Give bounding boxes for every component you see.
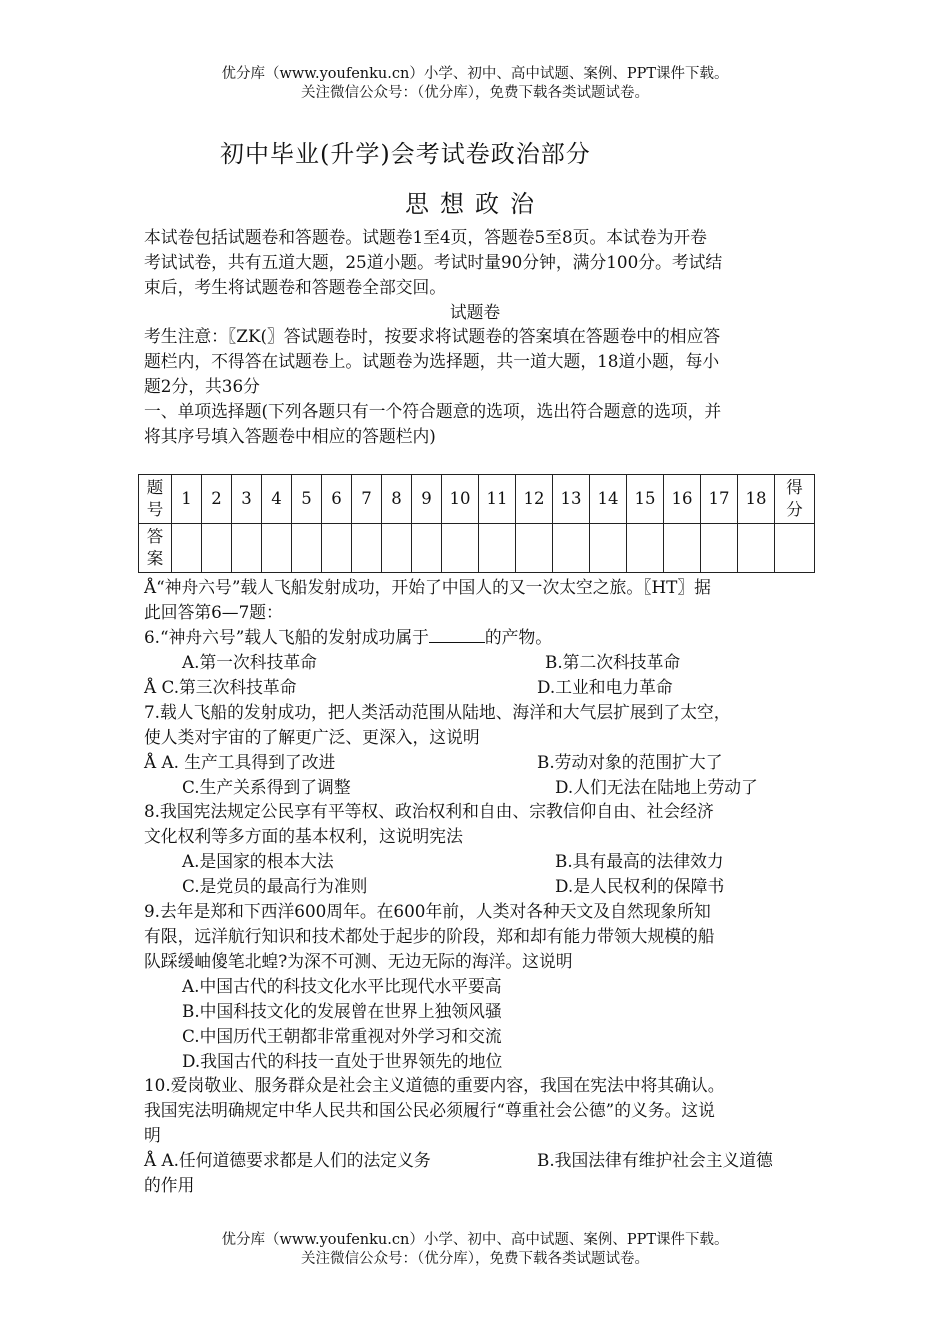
q10-stem-3: 明 bbox=[144, 1125, 161, 1145]
score-label: 得 分 bbox=[775, 475, 815, 524]
part1-line-2: 将其序号填入答题卷中相应的答题栏内) bbox=[144, 426, 436, 446]
answer-cell[interactable] bbox=[382, 524, 412, 573]
answer-cell[interactable] bbox=[442, 524, 479, 573]
answer-cell[interactable] bbox=[172, 524, 202, 573]
answer-table bbox=[138, 474, 815, 573]
answer-cell[interactable] bbox=[352, 524, 382, 573]
exam-subtitle: 思想政治 bbox=[405, 190, 545, 218]
answer-cell[interactable] bbox=[232, 524, 262, 573]
table-cell-number: 9 bbox=[412, 475, 442, 524]
q6-option-d: D.工业和电力革命 bbox=[537, 677, 673, 697]
q9-option-b: B.中国科技文化的发展曾在世界上独领风骚 bbox=[182, 1001, 502, 1021]
q6-option-b: B.第二次科技革命 bbox=[545, 652, 681, 672]
answer-cell[interactable] bbox=[664, 524, 701, 573]
table-cell-number: 7 bbox=[352, 475, 382, 524]
q8-stem-1: 8.我国宪法规定公民享有平等权、政治权利和自由、宗教信仰自由、社会经济 bbox=[144, 801, 714, 821]
table-cell-number: 6 bbox=[322, 475, 352, 524]
table-cell-number: 11 bbox=[479, 475, 516, 524]
table-cell-number: 5 bbox=[292, 475, 322, 524]
row-label-number: 题 号 bbox=[139, 475, 172, 524]
answer-cell[interactable] bbox=[553, 524, 590, 573]
table-cell-number: 18 bbox=[738, 475, 775, 524]
intro-line-3: 束后，考生将试题卷和答题卷全部交回。 bbox=[144, 277, 447, 297]
answer-cell[interactable] bbox=[701, 524, 738, 573]
table-cell-number: 15 bbox=[627, 475, 664, 524]
q9-stem-2: 有限，远洋航行知识和技术都处于起步的阶段，郑和却有能力带领大规模的船 bbox=[144, 926, 715, 946]
q10-stem-2: 我国宪法明确规定中华人民共和国公民必须履行“尊重社会公德”的义务。这说 bbox=[144, 1100, 715, 1120]
q8-stem-2: 文化权利等多方面的基本权利，这说明宪法 bbox=[144, 826, 463, 846]
table-cell-number: 10 bbox=[442, 475, 479, 524]
page-header-line1: 优分库（www.youfenku.cn）小学、初中、高中试题、案例、PPT课件下载。 bbox=[221, 66, 729, 82]
q9-stem-1: 9.去年是郑和下西洋600周年。在600年前，人类对各种天文及自然现象所知 bbox=[144, 901, 711, 921]
answer-cell[interactable] bbox=[202, 524, 232, 573]
q7-option-a: Å A. 生产工具得到了改进 bbox=[144, 752, 336, 772]
table-cell-number: 14 bbox=[590, 475, 627, 524]
answer-cell[interactable] bbox=[590, 524, 627, 573]
q10-option-b: B.我国法律有维护社会主义道德 bbox=[537, 1150, 773, 1170]
notice-line-2: 题栏内，不得答在试题卷上。试题卷为选择题，共一道大题，18道小题，每小 bbox=[144, 351, 720, 371]
q9-option-d: D.我国古代的科技一直处于世界领先的地位 bbox=[182, 1051, 503, 1071]
answer-cell[interactable] bbox=[516, 524, 553, 573]
q7-option-d: D.人们无法在陆地上劳动了 bbox=[555, 777, 758, 797]
notice-line-3: 题2分，共36分 bbox=[144, 376, 260, 396]
table-cell-number: 8 bbox=[382, 475, 412, 524]
q6-blank bbox=[429, 627, 485, 643]
part1-line-1: 一、单项选择题(下列各题只有一个符合题意的选项，选出符合题意的选项，并 bbox=[144, 401, 722, 421]
table-cell-number: 4 bbox=[262, 475, 292, 524]
q7-stem-2: 使人类对宇宙的了解更广泛、更深入，这说明 bbox=[144, 727, 480, 747]
table-cell-number: 1 bbox=[172, 475, 202, 524]
q10-option-b-continued: 的作用 bbox=[144, 1175, 195, 1195]
q10-option-a: Å A.任何道德要求都是人们的法定义务 bbox=[144, 1150, 431, 1170]
answer-cell[interactable] bbox=[479, 524, 516, 573]
q9-option-a: A.中国古代的科技文化水平比现代水平要高 bbox=[182, 976, 502, 996]
section-label: 试题卷 bbox=[449, 302, 501, 322]
table-cell-number: 2 bbox=[202, 475, 232, 524]
table-cell-number: 17 bbox=[701, 475, 738, 524]
q6-stem: 6.“神舟六号”载人飞船的发射成功属于 的产物。 bbox=[144, 627, 553, 647]
q6-option-c: Å C.第三次科技革命 bbox=[144, 677, 297, 697]
answer-cell[interactable] bbox=[262, 524, 292, 573]
score-cell[interactable] bbox=[775, 524, 815, 573]
table-cell-number: 13 bbox=[553, 475, 590, 524]
table-cell-number: 3 bbox=[232, 475, 262, 524]
q7-option-c: C.生产关系得到了调整 bbox=[182, 777, 351, 797]
q6-option-a: A.第一次科技革命 bbox=[182, 652, 317, 672]
page-header-line2: 关注微信公众号：（优分库），免费下载各类试题试卷。 bbox=[301, 85, 649, 101]
exam-title: 初中毕业(升学)会考试卷政治部分 bbox=[220, 140, 591, 168]
answer-cell[interactable] bbox=[627, 524, 664, 573]
q9-option-c: C.中国历代王朝都非常重视对外学习和交流 bbox=[182, 1026, 502, 1046]
answer-cell[interactable] bbox=[738, 524, 775, 573]
q10-stem-1: 10.爱岗敬业、服务群众是社会主义道德的重要内容，我国在宪法中将其确认。 bbox=[144, 1075, 725, 1095]
page-footer-line1: 优分库（www.youfenku.cn）小学、初中、高中试题、案例、PPT课件下载。 bbox=[221, 1232, 729, 1248]
passage-line-2: 此回答第6—7题： bbox=[144, 602, 283, 622]
table-cell-number: 16 bbox=[664, 475, 701, 524]
intro-line-1: 本试卷包括试题卷和答题卷。试题卷1至4页，答题卷5至8页。本试卷为开卷 bbox=[144, 227, 707, 247]
answer-cell[interactable] bbox=[322, 524, 352, 573]
q8-option-c: C.是党员的最高行为准则 bbox=[182, 876, 368, 896]
notice-line-1: 考生注意：〖ZK(〗答试题卷时，按要求将试题卷的答案填在答题卷中的相应答 bbox=[144, 326, 721, 346]
q7-option-b: B.劳动对象的范围扩大了 bbox=[537, 752, 723, 772]
q8-option-d: D.是人民权利的保障书 bbox=[555, 876, 725, 896]
answer-cell[interactable] bbox=[412, 524, 442, 573]
intro-line-2: 考试试卷，共有五道大题，25道小题。考试时量90分钟，满分100分。考试结 bbox=[144, 252, 723, 272]
q7-stem-1: 7.载人飞船的发射成功，把人类活动范围从陆地、海洋和大气层扩展到了太空， bbox=[144, 702, 731, 722]
answer-cell[interactable] bbox=[292, 524, 322, 573]
page-footer-line2: 关注微信公众号：（优分库），免费下载各类试题试卷。 bbox=[301, 1251, 649, 1267]
passage-line-1: Å“神舟六号”载人飞船发射成功，开始了中国人的又一次太空之旅。〖HT〗据 bbox=[144, 577, 711, 597]
q9-stem-3: 队踩缓岫傻笔北蝗?为深不可测、无边无际的海洋。这说明 bbox=[144, 951, 573, 971]
row-label-answer: 答 案 bbox=[139, 524, 172, 573]
table-cell-number: 12 bbox=[516, 475, 553, 524]
table-row-answers bbox=[139, 524, 815, 573]
q8-option-b: B.具有最高的法律效力 bbox=[555, 851, 724, 871]
table-row-numbers bbox=[139, 475, 815, 524]
q8-option-a: A.是国家的根本大法 bbox=[182, 851, 334, 871]
